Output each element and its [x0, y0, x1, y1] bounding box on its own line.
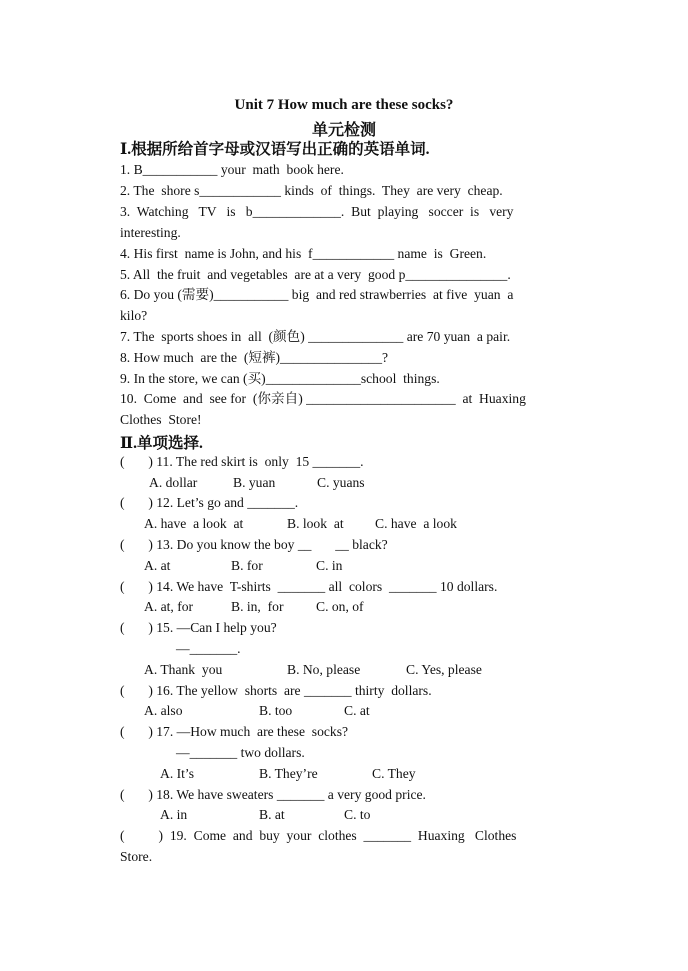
option-b: B. No, please — [287, 662, 361, 677]
option-a: A. have a look at — [144, 516, 244, 531]
s1-line: interesting. — [120, 225, 181, 240]
question-line: ( ) 16. The yellow shorts are _______ thirty dollars. — [120, 683, 432, 698]
option-a: A. dollar — [149, 475, 198, 490]
s1-line: Clothes Store! — [120, 412, 202, 427]
option-b: B. in, for — [231, 599, 284, 614]
option-a: A. Thank you — [144, 662, 223, 677]
s1-line: 4. His first name is John, and his f____________ name is Green. — [120, 246, 487, 261]
section-2-heading: Ⅱ.单项选择. — [120, 435, 203, 452]
option-c: C. on, of — [316, 599, 364, 614]
option-b: B. too — [259, 703, 293, 718]
s1-line: 2. The shore s____________ kinds of things. They are very cheap. — [120, 183, 503, 198]
s1-line: 1. B___________ your math book here. — [120, 162, 344, 177]
option-c: C. Yes, please — [406, 662, 482, 677]
option-c: C. in — [316, 558, 343, 573]
question-line: ( ) 17. —How much are these socks? — [120, 724, 349, 739]
s1-line: 8. How much are the (短裤)_______________? — [120, 350, 389, 365]
s1-line: 5. All the fruit and vegetables are at a very good p_______________. — [120, 267, 511, 282]
option-c: C. They — [372, 766, 416, 781]
option-b: B. They’re — [259, 766, 318, 781]
question-line: ( ) 11. The red skirt is only 15 _______. — [120, 454, 364, 469]
option-c: C. at — [344, 703, 370, 718]
option-c: C. yuans — [317, 475, 365, 490]
worksheet-subtitle: 单元检测 — [311, 122, 376, 139]
question-line: ( ) 13. Do you know the boy __ __ black? — [120, 537, 388, 552]
option-b: B. for — [231, 558, 263, 573]
option-a: A. It’s — [160, 766, 194, 781]
answer-blank: —_______ two dollars. — [176, 745, 305, 760]
s1-line: 9. In the store, we can (买)______________school things. — [120, 371, 440, 386]
option-b: B. yuan — [233, 475, 276, 490]
option-c: C. have a look — [375, 516, 457, 531]
option-b: B. look at — [287, 516, 344, 531]
option-a: A. at, for — [144, 599, 194, 614]
s1-line: kilo? — [120, 308, 148, 323]
option-a: A. also — [144, 703, 183, 718]
answer-blank: —_______. — [176, 641, 241, 656]
option-a: A. at — [144, 558, 171, 573]
option-b: B. at — [259, 807, 285, 822]
s1-line: 7. The sports shoes in all (颜色) ______________ are 70 yuan a pair. — [120, 329, 511, 344]
question-line: ( ) 18. We have sweaters _______ a very good price. — [120, 787, 426, 802]
section-1-heading: Ⅰ.根据所给首字母或汉语写出正确的英语单词. — [120, 141, 430, 158]
question-continuation: Store. — [120, 849, 153, 864]
question-line: ( ) 19. Come and buy your clothes _______ Huaxing Clothes — [120, 828, 517, 843]
s1-line: 6. Do you (需要)___________ big and red strawberries at five yuan a — [120, 287, 514, 302]
option-c: C. to — [344, 807, 371, 822]
worksheet-title: Unit 7 How much are these socks? — [234, 97, 454, 113]
question-line: ( ) 12. Let’s go and _______. — [120, 495, 299, 510]
question-line: ( ) 14. We have T-shirts _______ all colors _______ 10 dollars. — [120, 579, 498, 594]
option-a: A. in — [160, 807, 188, 822]
s1-line: 3. Watching TV is b_____________. But playing soccer is very — [120, 204, 514, 219]
question-line: ( ) 15. —Can I help you? — [120, 620, 277, 635]
s1-line: 10. Come and see for (你亲自) ______________________ at Huaxing — [120, 391, 526, 406]
